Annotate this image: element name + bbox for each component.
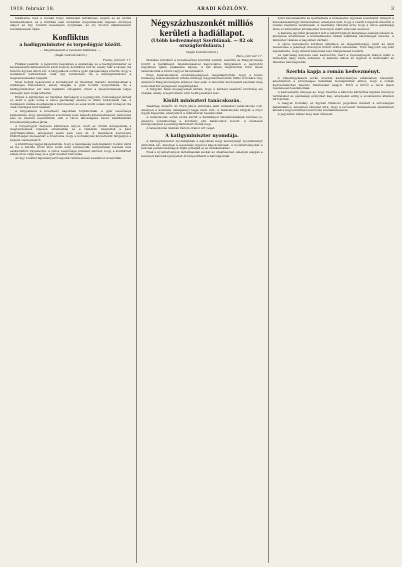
article-paragraph: A jegyzékre válasz még nem érkezett. bbox=[277, 112, 334, 117]
article-paragraph: A magyar kormány ez ügyben tiltakozó jegyzéket intézett a szövetséges hatalmakhoz, amelyben rámutat arra, hogy a tervezett intézkedések ellentétben állnak a fegyverszüneti szerződés rendelkezéseivel. bbox=[272, 101, 394, 113]
article-paragraph: A hadügyminiszter nyomdájában a napokban nagy mennyiségű nyomtatványt állítottak elő, amelyek a leszerelés ügyével kapcsolatosak. A nyomtatványokat a katonai parancsnokságok útján juttatják el az érdekeltekhez. bbox=[141, 138, 263, 151]
issue-date: 1919. február 18. bbox=[10, 6, 55, 12]
article-paragraph: Ezek a nyomtatványok tartalmazzák azokat az utasításokat, amelyek alapján a leszerelt katonák igényeiket érvényesíthetik a hatóságoknál. bbox=[141, 150, 263, 158]
article-headline: Négyszázhuszonkét milliós kerületi a hadiállapot. bbox=[150, 18, 254, 38]
article-paragraph: Az ügy további fejleményeiről lapunk rendszeresen beszámol olvasóinak. bbox=[15, 156, 122, 161]
page-number: 3 bbox=[390, 6, 394, 12]
article-paragraph: Ebben a kérdésben az illetékes hatóságok a legnagyobb óvatossággal járnak el, mert a gyár sorsa a város gazdasági életére is döntő befolyással van. A munkások száma meghaladja a háromezret és ezek közül sokan már hónapok óta csak részleges bért kapnak. bbox=[10, 94, 132, 110]
article-paragraph: Vasárnap délelőtt dr. Hock János elnöklete alatt miniszteri tanácskozás volt, amelyen a kormány valamennyi tagja részt vett. A tanácskozás tárgyát a folyó ügyek képezték, amelyekről a miniszterek beszámoltak. bbox=[141, 103, 263, 116]
columns bbox=[10, 17, 394, 563]
article-dateline: Bécs, február 17. bbox=[236, 54, 263, 59]
intro-paragraph: tekintetbe vesz a szóban forgó átiratokat tartalmazó régibb és az utóbbi intézkedéseket, és a múltban sem szokatlan megoldásokat teljesen érvényes alapot az ügy további kezelésére nyújtanak, az oly módon alkalmazandó rendelkezések útján. bbox=[10, 17, 132, 31]
article-subheadline: a hadügyminiszter és torpedógyár között. bbox=[19, 43, 122, 49]
article-kicker: — Megüresedett a rendelet kiállítása. — bbox=[39, 48, 102, 53]
section-heading: Szerbia kapja a román kedvezményt. bbox=[286, 70, 381, 76]
section-heading: A katlgyminiszter nyomdája. bbox=[165, 133, 239, 139]
article-dateline: Fiume, február 17. bbox=[102, 57, 132, 62]
column-1 bbox=[10, 17, 131, 563]
article-subheadline: (Utóbb kedvezményt Szerbiának. — 82 ok országfordulásra.) bbox=[150, 39, 254, 50]
divider bbox=[309, 66, 358, 67]
article-paragraph: A város kereskedői körében általános az elégedetlenség, mert az áruk beszerzése a jelenlegi viszonyok között szinte lehetetlen. Több nagyobb cég már bejelentette, hogy üzletét kénytelen lesz ideiglenesen bezárni. bbox=[272, 41, 394, 53]
masthead bbox=[10, 6, 394, 16]
article-paragraph: A tárgyalások a következő napokban folytatódnak. A gyár vezetősége kijelentette, hogy amennyiben a kormány nem teljesíti kötelezettségeit, kénytelen lesz az üzemet beszüntetni, ami a város lakosságára nézve beláthatatlan következményekkel járna. bbox=[10, 109, 132, 124]
article-paragraph: A torpedógyár helyzete különösen súlyos, mert az utóbbi hónapokban a megrendelések teljesen elmaradtak és a raktárak megteltek a kész gyártmányokkal, amelyeket senki sem vesz át. A munkások szervezete küldöttséget menesztett a fővárosba, hogy a kormánynál közvetlenül tárgyaljon a helyzet rendezéséről. bbox=[10, 123, 132, 142]
article-paragraph: Illetékes körökből a következőket közölték velünk: Ausztria és Magyarország között a hadiállapot felszámolásával kapcsolatos tárgyalások a legutóbbi napokban újabb szakaszba léptek. A két állam megbízottai több ízben tanácskoztak a közös vagyon felosztásáról. bbox=[141, 58, 263, 73]
article-paragraph: Ezen tanácskozások eredményeképpen megállapították, hogy a közös hadsereg felszerelésének értéke mintegy négyszázhuszonkét millió koronára rúg, amelyből Magyarországra arányos rész esik. A felosztás módozatait azonban még nem sikerült véglegesen megállapítani. bbox=[141, 72, 263, 88]
article-paragraph: A béketárgyalások során Szerbia kedvezményes elbánásban részesült, amennyiben a szövetséges hatalmak hozzájárultak ahhoz, hogy a román kedvezményhez hasonló feltételeket kapjon. Erről a hírről a bécsi lapok részletesen beszámolnak. bbox=[272, 75, 394, 91]
section-heading: Kisült miniszteri tanácskozás. bbox=[163, 98, 241, 104]
article-paragraph: A kedvezmény lényege az, hogy Szerbia a háborús kártérítés fejében bizonyos területeket és gazdasági előnyöket kap, amelyeket eddig a szomszédos államok birtokoltak. bbox=[272, 90, 394, 102]
column-2 bbox=[136, 17, 262, 563]
article-paragraph: A küldöttség tagjai kijelentették, hogy a munkásság nem hajlandó tovább várni és ha a kérdés rövid időn belül nem rendeződik, kénytelenek lesznek más eszközökhöz folyamodni. A város vezetősége mindent elkövet, hogy a konfliktust békés úton oldja meg és a gyár üzemét biztosítsa. bbox=[10, 141, 132, 157]
article-headline: Konfliktus bbox=[52, 33, 89, 43]
column-3 bbox=[268, 17, 394, 563]
article-paragraph: A kamara egyúttal javaslatot tett a teherforgalom ideiglenes szabályozására is, amelynek értelmében a közélelmezési cikkek szállítása elsőbbséget élvezne. A miniszter válasza a napokban várható. bbox=[272, 30, 394, 42]
article-paragraph: A tanácskozás során szóba került a hadiállapot felszámolásának kérdése is, amelyre vonatkozólag a kormány elvi határozatot hozott. A részletek kidolgozásával a pénzügyminisztert bízták meg. bbox=[141, 115, 263, 127]
article-paragraph: Most tudjuk beszerezni a kormányzat az üzemben maradó munkásoknak a szükséges biztosítékot, amely alapján a gyár tovább dolgozhatna, de a hadügyminiszter ezt nem hajlandó elfogadni, mivel a megrendelések teljes összegét nem tudja kifizetni. bbox=[10, 79, 132, 95]
article-source: (Saját tudósítónktól.) bbox=[185, 49, 219, 54]
article-paragraph: Az iparosság helyzete sem kedvezőbb, mert a nyersanyagok hiánya miatt a műhelyek nagy része szünetel. A kamara ebben az ügyben is közbenjárt az illetékes hatóságoknál. bbox=[272, 52, 394, 64]
article-paragraph: Fiúkkal jelentik: A legutóbbi napokban a szabadság és a hadügyminiszter és kereskedelmi minisztérium közti komoly konfliktus tört ki, amely már a tavasz óta húzódó ügyben állott elő. A tárgyalások során a gyár igazgatósága közölte, hogy a munkások bérkérdését csak úgy rendezheti, ha a hadügyminiszter a megrendeléseket teljesíti. bbox=[10, 61, 132, 80]
article-paragraph: A tanácskozás délután három órakor ért véget. bbox=[146, 126, 216, 131]
paper-name: ARADI KÖZLÖNY. bbox=[197, 7, 249, 12]
article-source: (Saját tudósítónktól.) bbox=[54, 53, 87, 58]
article-paragraph: Arad kereskedelmi és iparkamara a közlekedés ügyében beadványt intézett a kereskedelemügyi miniszterhez, amelyben kéri, hogy a vasúti forgalom mielőbb a rendes mederbe tereltessék. A beadvány rámutat arra, hogy a város gazdasági élete a rendezetlen közlekedési viszonyok miatt súlyosan szenved. bbox=[272, 17, 394, 31]
article-paragraph: A tárgyaló felek megegyeztek abban, hogy a kérdést szakértő bizottság elé utalják, amely a legrövidebb időn belül jelentést tesz. bbox=[141, 87, 263, 96]
